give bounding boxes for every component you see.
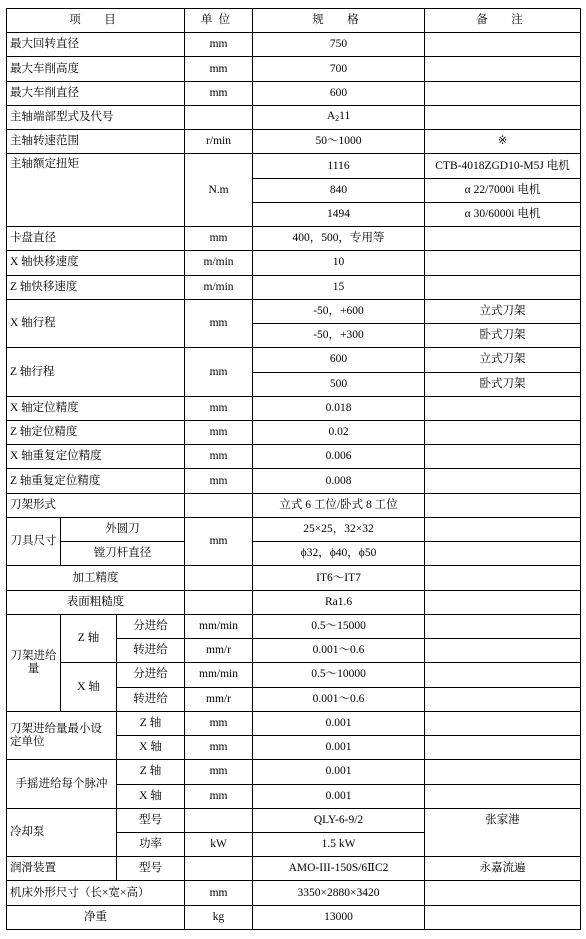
row-unit: mm/r: [185, 687, 253, 711]
row-label: 最大车削高度: [7, 57, 185, 81]
row-value: 600: [253, 81, 425, 105]
row-unit: [185, 857, 253, 881]
row-note: [425, 784, 581, 808]
table-row: [7, 614, 581, 638]
row-value: 1116: [253, 154, 425, 178]
row-note: [425, 57, 581, 81]
row-note: [425, 105, 581, 129]
row-unit: [185, 808, 253, 832]
row-value: 0.001～0.6: [253, 687, 425, 711]
row-value: 0.001: [253, 784, 425, 808]
row-note: [425, 517, 581, 541]
table-row: [7, 130, 581, 154]
row-value: 0.018: [253, 396, 425, 420]
row-note: [425, 905, 581, 929]
row-value: 0.5～15000: [253, 614, 425, 638]
table-row: [7, 33, 581, 57]
row-unit: mm: [185, 445, 253, 469]
row-note: [425, 420, 581, 444]
table-row: [7, 420, 581, 444]
row-note: 永嘉流遍: [425, 857, 581, 881]
sub-label: 转进给: [117, 639, 185, 663]
sub-label: 型号: [117, 808, 185, 832]
row-note: [425, 542, 581, 566]
row-label: 主轴额定扭矩: [7, 154, 185, 227]
row-value: 1.5 kW: [253, 832, 425, 856]
row-value: -50，+300: [253, 324, 425, 348]
row-note: [425, 396, 581, 420]
row-unit: mm: [185, 517, 253, 565]
row-value: 700: [253, 57, 425, 81]
row-note: 立式刀架: [425, 299, 581, 323]
row-value: 0.001: [253, 711, 425, 735]
table-row: [7, 227, 581, 251]
value-main: A: [326, 110, 336, 123]
table-row: [7, 105, 581, 129]
row-note: [425, 469, 581, 493]
header-row: [7, 9, 581, 33]
row-label: Z 轴重复定位精度: [7, 469, 185, 493]
sub-label: 分进给: [117, 614, 185, 638]
row-unit: mm: [185, 760, 253, 784]
table-row: [7, 566, 581, 590]
row-unit: mm: [185, 881, 253, 905]
row-value: AMO-III-150S/6ⅡC2: [253, 857, 425, 881]
row-label: 刀架形式: [7, 493, 185, 517]
row-note: [425, 614, 581, 638]
row-unit: mm: [185, 57, 253, 81]
row-note: [425, 663, 581, 687]
row-label: X 轴行程: [7, 299, 185, 347]
row-note: [425, 33, 581, 57]
row-label: 净重: [7, 905, 185, 929]
row-value: 13000: [253, 905, 425, 929]
sub-label: 外圆刀: [61, 517, 185, 541]
row-note: [425, 711, 581, 735]
row-value: 3350×2880×3420: [253, 881, 425, 905]
row-value: 10: [253, 251, 425, 275]
row-value: Ra1.6: [253, 590, 425, 614]
row-value: 0.001～0.6: [253, 639, 425, 663]
row-value: 25×25，32×32: [253, 517, 425, 541]
row-note: 张家港: [425, 808, 581, 856]
row-unit: [185, 105, 253, 129]
row-unit: kW: [185, 832, 253, 856]
row-label: Z 轴快移速度: [7, 275, 185, 299]
row-unit: mm: [185, 736, 253, 760]
row-note: [425, 639, 581, 663]
row-value: 600: [253, 348, 425, 372]
row-unit: mm/min: [185, 614, 253, 638]
row-note: [425, 760, 581, 784]
row-note: α 22/7000i 电机: [425, 178, 581, 202]
row-note: ※: [425, 130, 581, 154]
row-note: 卧式刀架: [425, 372, 581, 396]
row-unit: mm: [185, 396, 253, 420]
row-note: [425, 687, 581, 711]
sub-label: 功率: [117, 832, 185, 856]
row-note: 卧式刀架: [425, 324, 581, 348]
row-label: 机床外形尺寸（长×宽×高）: [7, 881, 185, 905]
table-row: [7, 469, 581, 493]
table-row: [7, 275, 581, 299]
row-value: 0.001: [253, 760, 425, 784]
axis-label: Z 轴: [117, 711, 185, 735]
row-unit: mm: [185, 33, 253, 57]
row-unit: N.m: [185, 154, 253, 227]
row-note: [425, 81, 581, 105]
table-row: [7, 711, 581, 735]
table-row: [7, 517, 581, 541]
header-unit: 单位: [185, 9, 253, 33]
row-unit: mm: [185, 227, 253, 251]
row-value: QLY-6-9/2: [253, 808, 425, 832]
row-value: 1494: [253, 202, 425, 226]
row-unit: mm: [185, 420, 253, 444]
table-row: [7, 445, 581, 469]
table-row: [7, 493, 581, 517]
sub-label: 镗刀杆直径: [61, 542, 185, 566]
table-row: [7, 299, 581, 323]
row-label: 表面粗糙度: [7, 590, 185, 614]
table-row: [7, 396, 581, 420]
row-label: 刀架进给量: [7, 614, 61, 711]
row-note: CTB-4018ZGD10-M5J 电机: [425, 154, 581, 178]
row-value: 0.008: [253, 469, 425, 493]
row-label: 主轴端部型式及代号: [7, 105, 185, 129]
row-label: X 轴重复定位精度: [7, 445, 185, 469]
row-unit: [185, 590, 253, 614]
row-value: 750: [253, 33, 425, 57]
table-row: [7, 542, 581, 566]
row-label: Z 轴定位精度: [7, 420, 185, 444]
row-value: 0.006: [253, 445, 425, 469]
row-unit: [185, 566, 253, 590]
row-unit: mm: [185, 81, 253, 105]
row-note: [425, 251, 581, 275]
row-note: [425, 275, 581, 299]
row-label: 卡盘直径: [7, 227, 185, 251]
row-unit: m/min: [185, 251, 253, 275]
row-unit: m/min: [185, 275, 253, 299]
row-label: Z 轴行程: [7, 348, 185, 396]
row-value: [253, 105, 425, 129]
table-row: [7, 590, 581, 614]
table-row: [7, 81, 581, 105]
axis-label: Z 轴: [117, 760, 185, 784]
row-value: 立式 6 工位/卧式 8 工位: [253, 493, 425, 517]
row-note: [425, 736, 581, 760]
table-row: [7, 251, 581, 275]
row-value: 0.02: [253, 420, 425, 444]
row-value: IT6～IT7: [253, 566, 425, 590]
row-note: [425, 445, 581, 469]
row-note: [425, 493, 581, 517]
row-label: 最大回转直径: [7, 33, 185, 57]
table-row: [7, 905, 581, 929]
row-unit: kg: [185, 905, 253, 929]
value-rest: 11: [339, 110, 351, 123]
row-note: [425, 881, 581, 905]
table-row: [7, 348, 581, 372]
row-label: 刀具尺寸: [7, 517, 61, 565]
row-label: 润滑装置: [7, 857, 117, 881]
row-label: 主轴转速范围: [7, 130, 185, 154]
sub-label: 型号: [117, 857, 185, 881]
sub-label: 分进给: [117, 663, 185, 687]
row-label: 冷却泵: [7, 808, 117, 856]
row-value: 50～1000: [253, 130, 425, 154]
table-row: [7, 857, 581, 881]
row-note: α 30/6000i 电机: [425, 202, 581, 226]
table-row: [7, 881, 581, 905]
row-note: [425, 590, 581, 614]
header-spec: 规 格: [253, 9, 425, 33]
row-value: 500: [253, 372, 425, 396]
axis-label: X 轴: [117, 784, 185, 808]
row-unit: mm/r: [185, 639, 253, 663]
header-note: 备 注: [425, 9, 581, 33]
row-note: [425, 227, 581, 251]
value-subscript: 2: [335, 114, 340, 124]
row-note: 立式刀架: [425, 348, 581, 372]
row-label: 刀架进给量最小设定单位: [7, 711, 117, 759]
row-value: -50，+600: [253, 299, 425, 323]
row-label: 最大车削直径: [7, 81, 185, 105]
spec-table: [6, 8, 581, 930]
row-unit: mm: [185, 784, 253, 808]
row-unit: mm: [185, 711, 253, 735]
table-row: [7, 57, 581, 81]
row-note: [425, 566, 581, 590]
table-row: [7, 760, 581, 784]
row-label: X 轴快移速度: [7, 251, 185, 275]
table-row: [7, 663, 581, 687]
row-unit: mm: [185, 299, 253, 347]
row-unit: mm/min: [185, 663, 253, 687]
table-row: [7, 154, 581, 178]
row-label: 加工精度: [7, 566, 185, 590]
row-value: ϕ32，ϕ40，ϕ50: [253, 542, 425, 566]
axis-label: Z 轴: [61, 614, 117, 662]
axis-label: X 轴: [61, 663, 117, 711]
row-value: 0.001: [253, 736, 425, 760]
row-unit: [185, 493, 253, 517]
sub-label: 转进给: [117, 687, 185, 711]
row-value: 0.5～10000: [253, 663, 425, 687]
row-value: 840: [253, 178, 425, 202]
row-value: 400，500，专用等: [253, 227, 425, 251]
row-unit: r/min: [185, 130, 253, 154]
table-row: [7, 808, 581, 832]
row-value: 15: [253, 275, 425, 299]
axis-label: X 轴: [117, 736, 185, 760]
header-item: 项 目: [7, 9, 185, 33]
row-unit: mm: [185, 469, 253, 493]
row-unit: mm: [185, 348, 253, 396]
row-label: 手摇进给每个脉冲: [7, 760, 117, 808]
row-label: X 轴定位精度: [7, 396, 185, 420]
